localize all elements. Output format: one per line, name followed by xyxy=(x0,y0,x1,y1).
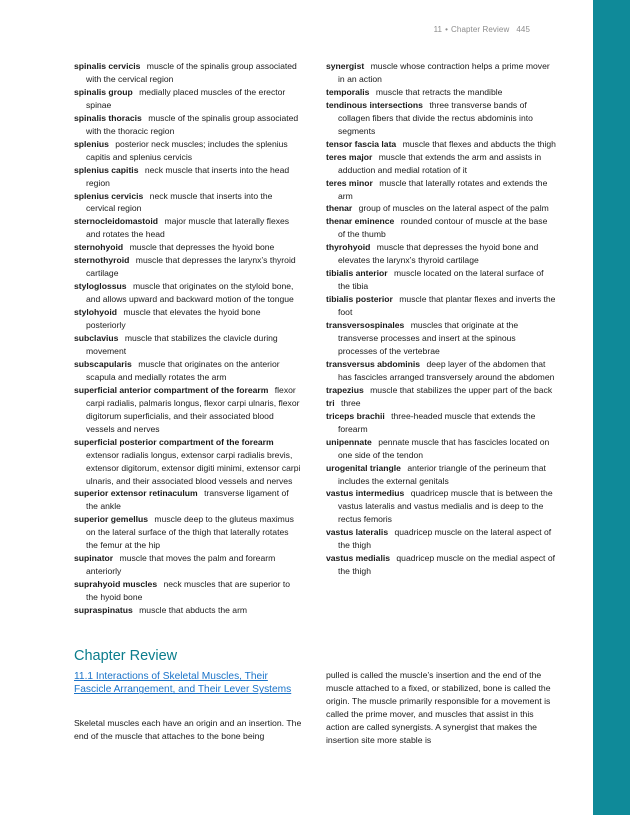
glossary-definition: three transverse bands of collagen fibers that divide the rectus abdominis into segments xyxy=(338,99,533,136)
glossary-term: temporalis xyxy=(326,86,370,97)
glossary-entry xyxy=(326,267,556,293)
glossary-entry xyxy=(326,384,556,397)
glossary-entry xyxy=(326,86,556,99)
glossary-term: sternocleidomastoid xyxy=(74,216,159,227)
glossary-entry xyxy=(326,462,556,488)
glossary-entry xyxy=(74,436,302,488)
glossary-entry xyxy=(326,177,556,203)
glossary-definition: three-headed muscle that extends the forearm xyxy=(338,410,536,434)
glossary-term: superficial anterior compartment of the forearm xyxy=(74,384,269,395)
glossary-definition: muscle that elevates the hyoid bone posteriorly xyxy=(86,307,261,331)
running-head xyxy=(380,25,530,34)
glossary-entry xyxy=(326,99,556,138)
review-paragraph: pulled is called the muscle’s insertion and the end of the muscle attached to a fixed, or stabilized, bone is called the origin. The muscle primarily responsible for a movement is called the prime mover, and muscles that assist in this action are called synergists. A synergist that makes the insertion site more stable is xyxy=(326,670,551,746)
glossary-term: suprahyoid muscles xyxy=(74,579,158,590)
glossary-entry xyxy=(326,293,556,319)
glossary-entry xyxy=(74,241,302,254)
glossary-term: sternohyoid xyxy=(74,242,124,253)
glossary-entry xyxy=(326,202,556,215)
glossary-term: superficial posterior compartment of the forearm xyxy=(74,436,274,447)
glossary-definition: neck muscle that inserts into the cervical region xyxy=(86,190,273,214)
glossary-definition: muscle whose contraction helps a prime mover in an action xyxy=(338,61,550,84)
glossary-definition: pennate muscle that has fascicles located on one side of the tendon xyxy=(338,436,550,460)
glossary-term: tibialis anterior xyxy=(326,268,388,279)
chapter-review-heading: Chapter Review xyxy=(74,648,178,664)
glossary-entry xyxy=(74,487,302,513)
glossary-definition: muscle that originates on the styloid bone, and allows upward and backward motion of the tongue xyxy=(86,281,294,305)
glossary-term: supraspinatus xyxy=(74,605,133,616)
glossary-entry xyxy=(74,604,302,617)
glossary-definition: muscle deep to the gluteus maximus on the lateral surface of the thigh that laterally rotates the femur at the hip xyxy=(86,514,294,551)
glossary-definition: muscle that laterally rotates and extends the arm xyxy=(338,177,548,201)
glossary-term: splenius capitis xyxy=(74,164,139,175)
glossary-entry xyxy=(74,280,302,306)
glossary-definition: muscle that depresses the hyoid bone xyxy=(129,242,275,253)
glossary-left-column xyxy=(74,60,302,617)
glossary-definition: quadricep muscle on the lateral aspect of the thigh xyxy=(338,527,552,551)
glossary-definition: muscle that depresses the hyoid bone and elevates the larynx’s thyroid cartilage xyxy=(338,242,539,266)
chapter-number: 11 xyxy=(433,25,443,34)
glossary-term: thenar eminence xyxy=(326,216,395,227)
glossary-definition: three xyxy=(340,397,361,408)
glossary-term: superior gemellus xyxy=(74,514,149,525)
glossary-definition: group of muscles on the lateral aspect of the palm xyxy=(358,203,549,214)
glossary-entry xyxy=(326,60,556,86)
glossary-term: triceps brachii xyxy=(326,410,385,421)
glossary-term: unipennate xyxy=(326,436,372,447)
running-head-section: Chapter Review xyxy=(451,25,510,34)
glossary-term: transversus abdominis xyxy=(326,358,421,369)
glossary-definition: muscle that abducts the arm xyxy=(139,605,248,616)
glossary-entry xyxy=(74,86,302,112)
review-paragraph: Skeletal muscles each have an origin and an insertion. The end of the muscle that attaches to the bone being xyxy=(74,718,302,742)
glossary-entry xyxy=(74,552,302,578)
glossary-definition: extensor radialis longus, extensor carpi radialis brevis, extensor digitorum, extensor digiti minimi, extensor carpi ulnaris, and their associated blood vessels and nerves xyxy=(86,449,301,486)
glossary-entry xyxy=(326,138,556,151)
glossary-term: spinalis group xyxy=(74,86,133,97)
glossary-term: tendinous intersections xyxy=(326,99,423,110)
glossary-definition: muscle that extends the arm and assists in adduction and medial rotation of it xyxy=(338,151,542,175)
glossary-definition: muscle that flexes and abducts the thigh xyxy=(402,138,556,149)
glossary-term: subclavius xyxy=(74,333,119,344)
glossary-term: vastus lateralis xyxy=(326,527,389,538)
review-text-left xyxy=(74,717,306,743)
separator-dot: • xyxy=(445,25,449,34)
glossary-entry xyxy=(326,410,556,436)
glossary-term: tri xyxy=(326,397,335,408)
glossary-definition: muscle that stabilizes the upper part of the back xyxy=(370,384,553,395)
glossary-entry xyxy=(326,552,556,578)
glossary-definition: deep layer of the abdomen that has fascicles arranged transversely around the abdomen xyxy=(338,358,555,382)
glossary-term: sternothyroid xyxy=(74,255,130,266)
glossary-definition: muscle that moves the palm and forearm anteriorly xyxy=(86,553,276,577)
glossary-term: tibialis posterior xyxy=(326,294,393,305)
review-text-right xyxy=(326,669,556,748)
glossary-term: vastus intermedius xyxy=(326,488,405,499)
glossary-definition: transverse ligament of the ankle xyxy=(86,488,289,512)
glossary-entry xyxy=(74,332,302,358)
glossary-term: urogenital triangle xyxy=(326,462,401,473)
glossary-definition: muscle that depresses the larynx’s thyroid cartilage xyxy=(86,255,296,279)
glossary-term: synergist xyxy=(326,61,365,71)
glossary-definition: neck muscles that are superior to the hyoid bone xyxy=(86,579,291,603)
glossary-entry xyxy=(326,526,556,552)
glossary-term: subscapularis xyxy=(74,358,132,369)
glossary-term: thenar xyxy=(326,203,353,214)
glossary-entry xyxy=(74,578,302,604)
glossary-entry xyxy=(326,436,556,462)
glossary-term: transversospinales xyxy=(326,320,405,331)
glossary-definition: flexor carpi radialis, palmaris longus, flexor carpi ulnaris, flexor digitorum superficialis, and their associated blood vessels and nerves xyxy=(86,384,300,434)
glossary-term: superior extensor retinaculum xyxy=(74,488,198,499)
glossary-definition: muscles that originate at the transverse processes and insert at the spinous processes of the vertebrae xyxy=(338,320,519,356)
glossary-entry xyxy=(326,215,556,241)
glossary-definition: muscle that retracts the mandible xyxy=(375,86,503,97)
glossary-definition: muscle located on the lateral surface of the tibia xyxy=(338,268,544,292)
glossary-definition: muscle of the spinalis group associated with the thoracic region xyxy=(86,112,299,136)
glossary-entry xyxy=(74,513,302,552)
glossary-definition: quadricep muscle on the medial aspect of the thigh xyxy=(338,553,556,577)
glossary-term: thyrohyoid xyxy=(326,242,371,253)
glossary-term: splenius xyxy=(74,138,109,149)
glossary-term: stylohyoid xyxy=(74,307,117,318)
glossary-definition: muscle that originates on the anterior scapula and medially rotates the arm xyxy=(86,358,280,382)
glossary-term: spinalis thoracis xyxy=(74,112,142,123)
glossary-entry xyxy=(326,397,556,410)
glossary-entry xyxy=(74,112,302,138)
glossary-entry xyxy=(326,151,556,177)
glossary-right-column xyxy=(326,60,556,578)
glossary-definition: anterior triangle of the perineum that includes the external genitals xyxy=(338,462,546,486)
glossary-entry xyxy=(74,215,302,241)
glossary-term: tensor fascia lata xyxy=(326,138,397,149)
glossary-definition: medially placed muscles of the erector spinae xyxy=(86,86,286,110)
glossary-definition: muscle that plantar flexes and inverts the foot xyxy=(338,294,556,318)
glossary-term: splenius cervicis xyxy=(74,190,144,201)
glossary-entry xyxy=(326,319,556,358)
glossary-term: styloglossus xyxy=(74,281,127,292)
glossary-definition: muscle of the spinalis group associated with the cervical region xyxy=(86,61,297,84)
glossary-entry xyxy=(326,241,556,267)
side-color-bar xyxy=(593,0,630,815)
glossary-term: spinalis cervicis xyxy=(74,61,141,71)
glossary-entry xyxy=(74,254,302,280)
glossary-entry xyxy=(326,358,556,384)
glossary-entry xyxy=(74,190,302,216)
glossary-definition: rounded contour of muscle at the base of the thumb xyxy=(338,216,548,240)
glossary-entry xyxy=(74,306,302,332)
glossary-entry xyxy=(74,60,302,86)
glossary-term: trapezius xyxy=(326,384,364,395)
glossary-definition: major muscle that laterally flexes and rotates the head xyxy=(86,216,290,240)
glossary-term: teres major xyxy=(326,151,373,162)
glossary-definition: muscle that stabilizes the clavicle during movement xyxy=(86,333,278,356)
glossary-term: teres minor xyxy=(326,177,373,188)
glossary-entry xyxy=(74,384,302,436)
glossary-entry xyxy=(74,164,302,190)
glossary-definition: neck muscle that inserts into the head region xyxy=(86,164,290,188)
glossary-entry xyxy=(74,138,302,164)
glossary-entry xyxy=(74,358,302,384)
section-link[interactable]: 11.1 Interactions of Skeletal Muscles, Their Fascicle Arrangement, and Their Lever Systems xyxy=(74,671,292,696)
glossary-definition: quadricep muscle that is between the vastus lateralis and vastus medialis and is deep to the rectus femoris xyxy=(338,488,553,525)
glossary-term: supinator xyxy=(74,553,114,564)
page-number: 445 xyxy=(516,25,530,34)
glossary-definition: posterior neck muscles; includes the splenius capitis and splenius cervicis xyxy=(86,138,288,162)
glossary-entry xyxy=(326,487,556,526)
glossary-term: vastus medialis xyxy=(326,553,391,564)
